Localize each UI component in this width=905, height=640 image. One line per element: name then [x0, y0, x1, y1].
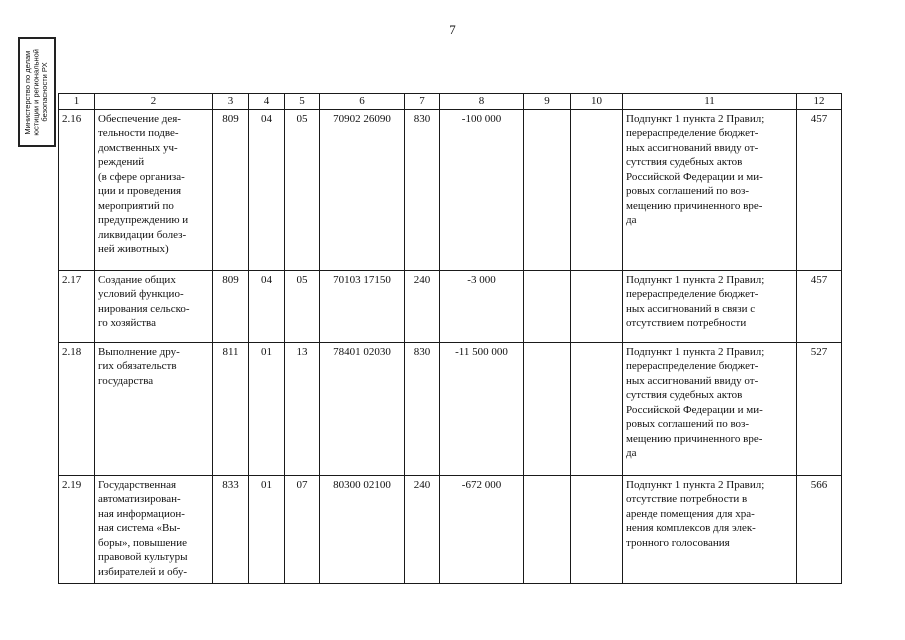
budget-table: [58, 93, 842, 584]
expense-name: Выполнение дру- гих обязательств государства: [95, 342, 213, 475]
code-cell: 07: [285, 475, 320, 583]
column-header: 6: [320, 94, 405, 110]
code-cell: 70103 17150: [320, 270, 405, 342]
column-header: 3: [213, 94, 249, 110]
code-cell: 566: [797, 475, 842, 583]
column-header: 8: [440, 94, 524, 110]
header-row: [59, 94, 842, 110]
code-cell: 05: [285, 109, 320, 270]
column-header: 5: [285, 94, 320, 110]
basis-cell: Подпункт 1 пункта 2 Правил; отсутствие потребности в аренде помещения для хра- нения комплексов для элек- тронного голосования: [623, 475, 797, 583]
amount-cell: [524, 342, 571, 475]
amount-cell: -100 000: [440, 109, 524, 270]
code-cell: 457: [797, 270, 842, 342]
code-cell: 833: [213, 475, 249, 583]
column-header: 4: [249, 94, 285, 110]
code-cell: 240: [405, 270, 440, 342]
column-header: 2: [95, 94, 213, 110]
amount-cell: [571, 342, 623, 475]
amount-cell: [571, 109, 623, 270]
expense-name: Создание общих условий функцио- нирования сельско- го хозяйства: [95, 270, 213, 342]
column-header: 11: [623, 94, 797, 110]
column-header: 10: [571, 94, 623, 110]
amount-cell: [571, 270, 623, 342]
code-cell: 01: [249, 342, 285, 475]
stamp-text: Министерство по делам юстиции и региональной безопасности РХ: [23, 48, 50, 136]
code-cell: 70902 26090: [320, 109, 405, 270]
code-cell: 830: [405, 342, 440, 475]
table-row: [59, 109, 842, 270]
amount-cell: -672 000: [440, 475, 524, 583]
amount-cell: [524, 475, 571, 583]
amount-cell: [571, 475, 623, 583]
column-header: 1: [59, 94, 95, 110]
ministry-stamp: [18, 37, 56, 147]
code-cell: 04: [249, 270, 285, 342]
code-cell: 809: [213, 109, 249, 270]
code-cell: 13: [285, 342, 320, 475]
column-header: 9: [524, 94, 571, 110]
amount-cell: [524, 270, 571, 342]
row-number: 2.16: [59, 109, 95, 270]
row-number: 2.17: [59, 270, 95, 342]
code-cell: 240: [405, 475, 440, 583]
code-cell: 78401 02030: [320, 342, 405, 475]
amount-cell: -3 000: [440, 270, 524, 342]
basis-cell: Подпункт 1 пункта 2 Правил; перераспределение бюджет- ных ассигнований в связи с отсутствием потребности: [623, 270, 797, 342]
code-cell: 04: [249, 109, 285, 270]
table-row: [59, 475, 842, 583]
table-row: [59, 270, 842, 342]
row-number: 2.18: [59, 342, 95, 475]
expense-name: Обеспечение дея- тельности подве- домственных уч- реждений (в сфере организа- ции и проведения мероприятий по предупреждению и ликвидации болез- ней животных): [95, 109, 213, 270]
basis-cell: Подпункт 1 пункта 2 Правил; перераспределение бюджет- ных ассигнований ввиду от- сутствия судебных актов Российской Федерации и ми- ровых соглашений по воз- мещению причиненного вре- да: [623, 109, 797, 270]
code-cell: 457: [797, 109, 842, 270]
code-cell: 01: [249, 475, 285, 583]
code-cell: 80300 02100: [320, 475, 405, 583]
amount-cell: -11 500 000: [440, 342, 524, 475]
code-cell: 830: [405, 109, 440, 270]
table-row: [59, 342, 842, 475]
basis-cell: Подпункт 1 пункта 2 Правил; перераспределение бюджет- ных ассигнований ввиду от- сутствия судебных актов Российской Федерации и ми- ровых соглашений по воз- мещению причиненного вре- да: [623, 342, 797, 475]
amount-cell: [524, 109, 571, 270]
code-cell: 809: [213, 270, 249, 342]
column-header: 7: [405, 94, 440, 110]
code-cell: 05: [285, 270, 320, 342]
page-number: 7: [449, 22, 456, 37]
row-number: 2.19: [59, 475, 95, 583]
code-cell: 527: [797, 342, 842, 475]
code-cell: 811: [213, 342, 249, 475]
column-header: 12: [797, 94, 842, 110]
expense-name: Государственная автоматизирован- ная информацион- ная система «Вы- боры», повышение правовой культуры избирателей и обу-: [95, 475, 213, 583]
